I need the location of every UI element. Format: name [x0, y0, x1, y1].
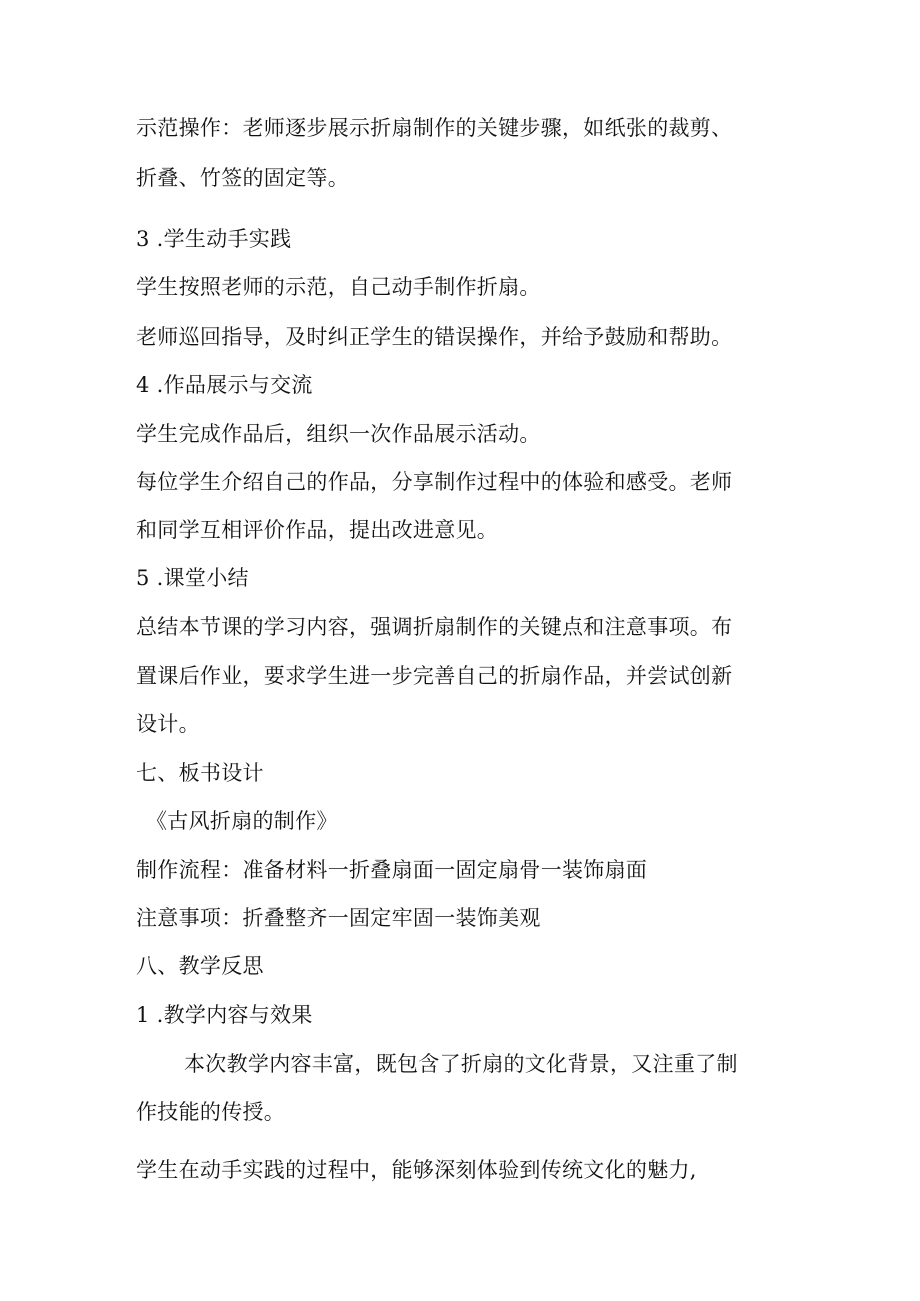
paragraph-student-practice: 学生按照老师的示范，自己动手制作折扇。: [136, 275, 541, 299]
paragraph-demo-operation-line-1: 示范操作：老师逐步展示折扇制作的关键步骤，如纸张的裁剪、: [136, 116, 733, 140]
paragraph-introduce-line-2: 和同学互相评价作品，提出改进意见。: [136, 518, 499, 542]
paragraph-exhibition: 学生完成作品后，组织一次作品展示活动。: [136, 422, 541, 446]
paragraph-reflection-line-3: 学生在动手实践的过程中，能够深刻体验到传统文化的魅力,: [136, 1158, 697, 1182]
section-heading-reflection-1: 1 .教学内容与效果: [136, 1003, 313, 1027]
board-notes: 注意事项：折叠整齐一固定牢固一装饰美观: [136, 906, 541, 930]
paragraph-summary-line-1: 总结本节课的学习内容，强调折扇制作的关键点和注意事项。布: [136, 615, 733, 639]
chapter-heading-8: 八、教学反思: [136, 954, 264, 978]
section-heading-5: 5 .课堂小结: [136, 566, 249, 590]
paragraph-summary-line-2: 置课后作业，要求学生进一步完善自己的折扇作品，并尝试创新: [136, 664, 733, 688]
paragraph-reflection-line-2: 作技能的传授。: [136, 1100, 286, 1124]
paragraph-teacher-guidance: 老师巡回指导，及时纠正学生的错误操作，并给予鼓励和帮助。: [136, 325, 733, 349]
board-process: 制作流程：准备材料一折叠扇面一固定扇骨一装饰扇面: [136, 858, 648, 882]
paragraph-summary-line-3: 设计。: [136, 712, 200, 736]
section-heading-3: 3 .学生动手实践: [136, 227, 292, 251]
section-heading-4: 4 .作品展示与交流: [136, 373, 313, 397]
board-title: 《古风折扇的制作》: [146, 809, 338, 833]
paragraph-introduce-line-1: 每位学生介绍自己的作品，分享制作过程中的体验和感受。老师: [136, 470, 733, 494]
chapter-heading-7: 七、板书设计: [136, 761, 264, 785]
paragraph-demo-operation-line-2: 折叠、竹签的固定等。: [136, 166, 349, 190]
paragraph-reflection-line-1: 本次教学内容丰富，既包含了折扇的文化背景，又注重了制: [184, 1052, 738, 1076]
